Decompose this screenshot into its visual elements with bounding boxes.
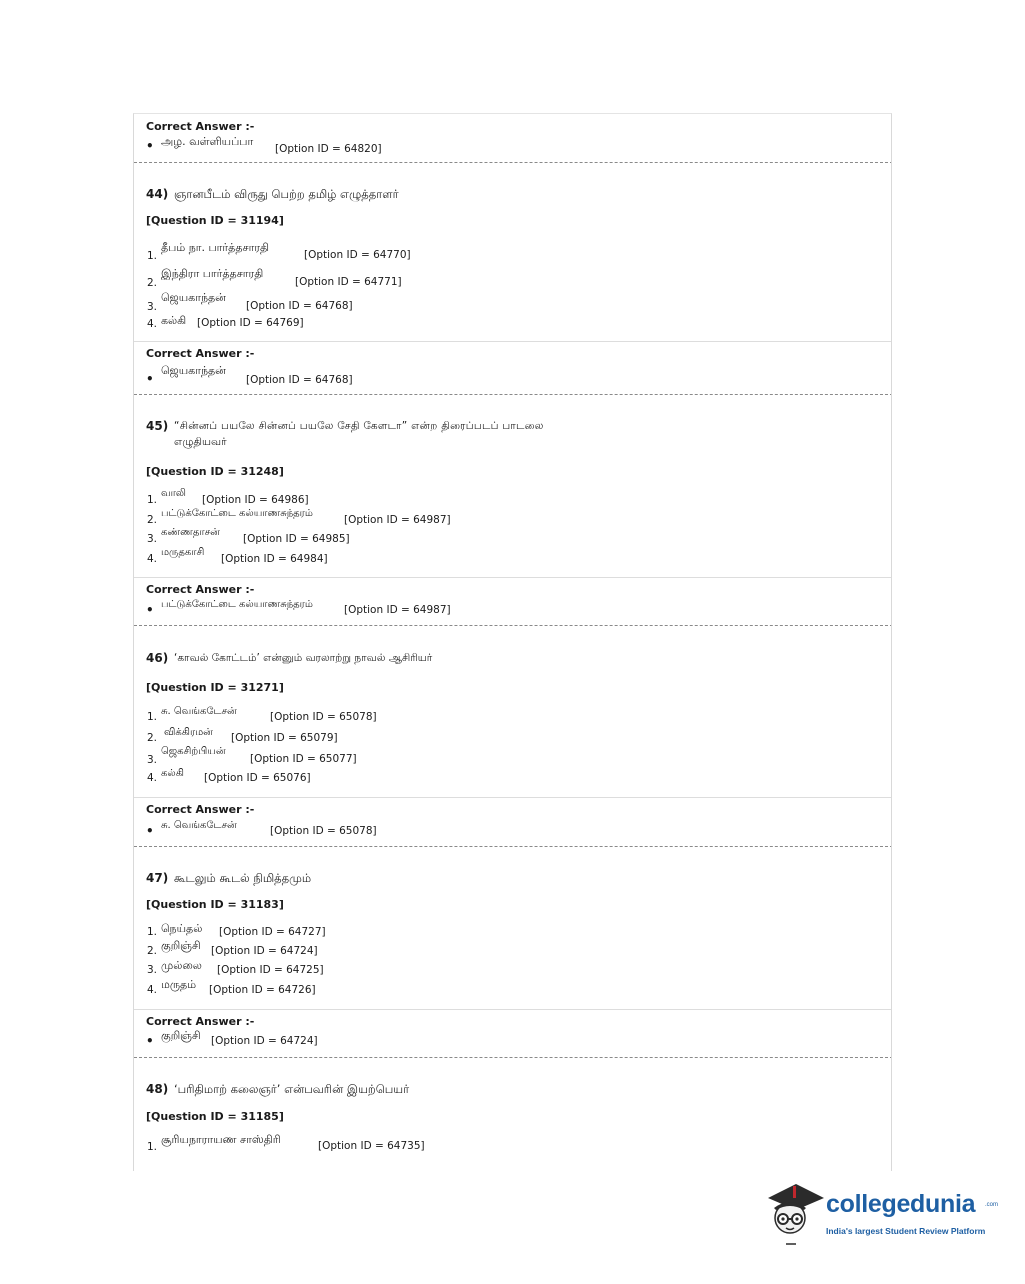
option-text: ஜெகசிற்பியன் xyxy=(161,746,226,757)
option-id: [Option ID = 64984] xyxy=(221,553,328,565)
option-text: பட்டுக்கோட்டை கல்யாணசுந்தரம் xyxy=(161,508,313,519)
option-text: குறிஞ்சி xyxy=(161,939,201,952)
question-text: ‘பரிதிமாற் கலைஞர்’ என்பவரின் இயற்பெயர் xyxy=(174,1082,410,1096)
answer-option-id: [Option ID = 64768] xyxy=(246,374,353,386)
option-number: 2. xyxy=(147,277,158,289)
question-number: 45) xyxy=(146,419,169,433)
option-number: 4. xyxy=(147,772,158,784)
divider xyxy=(134,162,892,163)
question-id: [Question ID = 31183] xyxy=(146,898,284,911)
option-number: 3. xyxy=(147,301,158,313)
correct-answer-label: Correct Answer :- xyxy=(146,583,255,596)
option-id: [Option ID = 64727] xyxy=(219,926,326,938)
question-number: 44) xyxy=(146,187,169,201)
option-number: 2. xyxy=(147,514,158,526)
option-number: 3. xyxy=(147,964,158,976)
question-text: ‘காவல் கோட்டம்’ என்னும் வரலாற்று நாவல் ஆசிரியர் xyxy=(174,652,433,664)
option-text: முல்லை xyxy=(161,959,202,972)
option-number: 2. xyxy=(147,732,158,744)
option-id: [Option ID = 64726] xyxy=(209,984,316,996)
option-number: 3. xyxy=(147,533,158,545)
option-text: கல்கி xyxy=(161,314,187,327)
correct-answer-label: Correct Answer :- xyxy=(146,347,255,360)
bullet: • xyxy=(146,1034,154,1048)
correct-answer-label: Correct Answer :- xyxy=(146,1015,255,1028)
answer-option-id: [Option ID = 64987] xyxy=(344,604,451,616)
brand-suffix: .com xyxy=(985,1202,999,1208)
question-id: [Question ID = 31271] xyxy=(146,681,284,694)
answer-text: சு. வெங்கடேசன் xyxy=(161,820,237,831)
divider xyxy=(134,394,892,395)
option-id: [Option ID = 64985] xyxy=(243,533,350,545)
bullet: • xyxy=(146,603,154,617)
mascot-icon xyxy=(766,1178,824,1248)
option-number: 4. xyxy=(147,553,158,565)
option-id: [Option ID = 64724] xyxy=(211,945,318,957)
question-text: “சின்னப் பயலே சின்னப் பயலே சேதி கேளடா” என்ற திரைப்படப் பாடலை xyxy=(174,420,544,432)
option-text: இந்திரா பார்த்தசாரதி xyxy=(161,267,264,280)
option-id: [Option ID = 64769] xyxy=(197,317,304,329)
option-text: மருதகாசி xyxy=(161,547,205,558)
option-id: [Option ID = 64768] xyxy=(246,300,353,312)
answer-text: அழ. வள்ளியப்பா xyxy=(161,135,254,148)
option-text: மருதம் xyxy=(161,978,197,991)
option-text: சு. வெங்கடேசன் xyxy=(161,706,237,717)
question-id: [Question ID = 31194] xyxy=(146,214,284,227)
collegedunia-logo xyxy=(766,1178,999,1248)
option-number: 1. xyxy=(147,250,158,262)
correct-answer-label: Correct Answer :- xyxy=(146,120,255,133)
question-text: கூடலும் கூடல் நிமித்தமும் xyxy=(174,871,312,885)
option-text: விக்கிரமன் xyxy=(164,727,213,738)
divider xyxy=(134,341,892,342)
question-id: [Question ID = 31185] xyxy=(146,1110,284,1123)
option-text: ஜெயகாந்தன் xyxy=(161,291,226,304)
question-text-line2: எழுதியவர் xyxy=(174,436,227,448)
option-id: [Option ID = 64735] xyxy=(318,1140,425,1152)
divider xyxy=(134,1057,892,1058)
option-id: [Option ID = 64987] xyxy=(344,514,451,526)
option-number: 4. xyxy=(147,984,158,996)
bullet: • xyxy=(146,824,154,838)
option-text: சூரியநாராயண சாஸ்திரி xyxy=(161,1133,281,1146)
option-id: [Option ID = 64770] xyxy=(304,249,411,261)
answer-text: பட்டுக்கோட்டை கல்யாணசுந்தரம் xyxy=(161,599,313,610)
divider xyxy=(134,1009,892,1010)
option-number: 1. xyxy=(147,926,158,938)
option-number: 1. xyxy=(147,494,158,506)
answer-option-id: [Option ID = 65078] xyxy=(270,825,377,837)
correct-answer-label: Correct Answer :- xyxy=(146,803,255,816)
question-number: 46) xyxy=(146,651,169,665)
brand-name: collegedunia xyxy=(826,1190,976,1218)
answer-option-id: [Option ID = 64820] xyxy=(275,143,382,155)
divider xyxy=(134,797,892,798)
answer-option-id: [Option ID = 64724] xyxy=(211,1035,318,1047)
divider xyxy=(134,577,892,578)
exam-page xyxy=(133,113,892,1171)
option-text: வாலி xyxy=(161,488,186,499)
option-text: கண்ணதாசன் xyxy=(161,527,220,538)
question-number: 48) xyxy=(146,1082,169,1096)
option-id: [Option ID = 64725] xyxy=(217,964,324,976)
question-text: ஞானபீடம் விருது பெற்ற தமிழ் எழுத்தாளர் xyxy=(174,187,399,201)
option-id: [Option ID = 65079] xyxy=(231,732,338,744)
option-text: கல்கி xyxy=(161,768,184,779)
option-number: 1. xyxy=(147,711,158,723)
option-id: [Option ID = 64986] xyxy=(202,494,309,506)
divider xyxy=(134,846,892,847)
option-number: 3. xyxy=(147,754,158,766)
option-id: [Option ID = 65077] xyxy=(250,753,357,765)
option-id: [Option ID = 65078] xyxy=(270,711,377,723)
option-text: நெய்தல் xyxy=(161,922,203,935)
option-number: 2. xyxy=(147,945,158,957)
option-text: தீபம் நா. பார்த்தசாரதி xyxy=(161,241,270,254)
option-id: [Option ID = 64771] xyxy=(295,276,402,288)
answer-text: குறிஞ்சி xyxy=(161,1029,201,1042)
option-number: 1. xyxy=(147,1141,158,1153)
option-number: 4. xyxy=(147,318,158,330)
option-id: [Option ID = 65076] xyxy=(204,772,311,784)
brand-tagline: India's largest Student Review Platform xyxy=(826,1226,986,1236)
question-number: 47) xyxy=(146,871,169,885)
bullet: • xyxy=(146,372,154,386)
bullet: • xyxy=(146,139,154,153)
divider xyxy=(134,625,892,626)
answer-text: ஜெயகாந்தன் xyxy=(161,364,226,377)
question-id: [Question ID = 31248] xyxy=(146,465,284,478)
